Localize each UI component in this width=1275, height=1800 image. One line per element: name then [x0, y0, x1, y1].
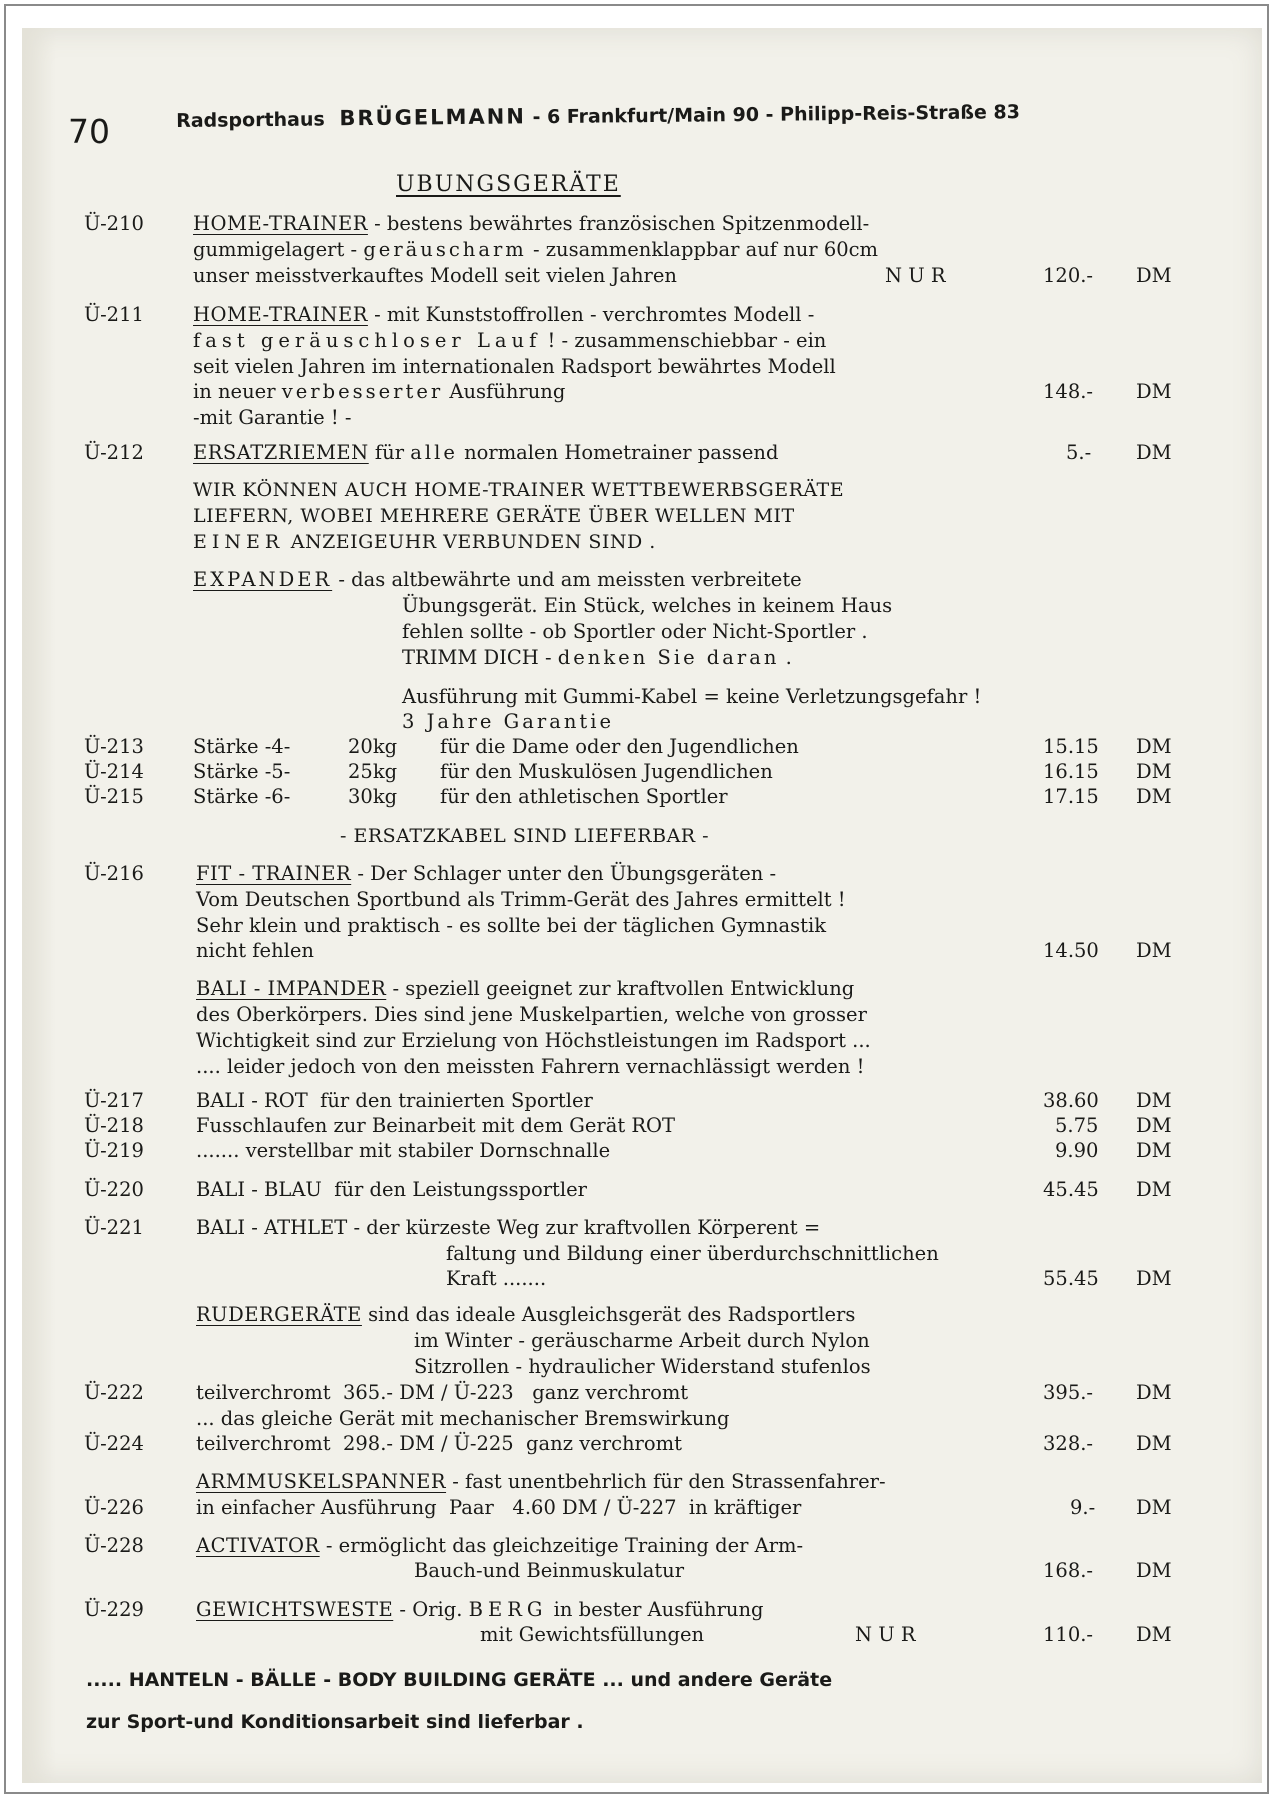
item-line: [196, 1302, 855, 1328]
item-line: fehlen sollte - ob Sportler oder Nicht-Sportler .: [402, 620, 868, 643]
item-price: 328.-: [1043, 1432, 1094, 1455]
item-line: Bauch-und Beinmuskulatur: [414, 1559, 685, 1582]
item-line: [193, 237, 878, 263]
item-text: - das altbewährte und am meissten verbreitete: [332, 568, 802, 591]
item-text-spaced: alle: [410, 441, 458, 464]
item-line: Sehr klein und praktisch - es sollte bei der täglichen Gymnastik: [196, 914, 827, 937]
item-code: Ü-226: [84, 1496, 144, 1519]
currency-label: DM: [1136, 760, 1172, 783]
item-text: Ausführung: [443, 380, 566, 403]
currency-label: DM: [1136, 1381, 1172, 1404]
item-line: BALI - ROT für den trainierten Sportler: [196, 1089, 593, 1112]
item-code: Ü-213: [84, 735, 144, 758]
notice-line: WIR KÖNNEN AUCH HOME-TRAINER WETTBEWERBSGERÄTE: [193, 479, 845, 501]
item-text: - Der Schlager unter den Übungsgeräten -: [351, 862, 777, 885]
item-line: [196, 1533, 803, 1559]
item-name: HOME-TRAINER: [193, 212, 368, 235]
currency-label: DM: [1136, 1178, 1172, 1201]
item-text: - zusammenklappbar auf nur 60cm: [526, 238, 879, 261]
item-text: - fast unentbehrlich für den Strassenfahrer-: [446, 1470, 886, 1493]
item-text: für den athletischen Sportler: [440, 785, 728, 808]
item-weight: 20kg: [348, 735, 398, 758]
item-line: Übungsgerät. Ein Stück, welches in keinem Haus: [402, 594, 893, 617]
item-line: Vom Deutschen Sportbund als Trimm-Gerät des Jahres ermittelt !: [196, 888, 846, 911]
item-line: in einfacher Ausführung Paar 4.60 DM / Ü-227 in kräftiger: [196, 1496, 802, 1519]
item-line: [193, 379, 565, 405]
nur-label: N U R: [885, 264, 946, 287]
item-price: 395.-: [1043, 1381, 1094, 1404]
item-text: gummigelagert -: [193, 238, 364, 261]
header-brand: BRÜGELMANN: [339, 104, 527, 131]
item-code: Ü-228: [84, 1534, 144, 1557]
item-code: Ü-229: [84, 1598, 144, 1621]
item-price: 148.-: [1043, 380, 1094, 403]
item-code: Ü-214: [84, 760, 144, 783]
item-weight: 25kg: [348, 760, 398, 783]
currency-label: DM: [1136, 785, 1172, 808]
item-text: normalen Hometrainer passend: [457, 441, 779, 464]
currency-label: DM: [1136, 1432, 1172, 1455]
item-line: ... das gleiche Gerät mit mechanischer Bremswirkung: [196, 1407, 730, 1430]
item-name: RUDERGERÄTE: [196, 1303, 362, 1326]
item-text: für die Dame oder den Jugendlichen: [440, 735, 799, 758]
item-price: 5.-: [1066, 441, 1092, 464]
header-prefix: Radsporthaus: [176, 108, 325, 132]
currency-label: DM: [1136, 1623, 1172, 1646]
item-text: für den Muskulösen Jugendlichen: [440, 760, 773, 783]
header-address: - 6 Frankfurt/Main 90 - Philipp-Reis-Straße 83: [532, 101, 1021, 129]
item-price: 45.45: [1043, 1178, 1099, 1201]
item-code: Ü-215: [84, 785, 144, 808]
item-line: seit vielen Jahren im internationalen Radsport bewährtes Modell: [193, 355, 836, 378]
item-text-spaced: geräuscharm: [363, 238, 527, 261]
item-grade: Stärke -5-: [193, 760, 291, 783]
item-name: HOME-TRAINER: [193, 303, 368, 326]
item-line: [196, 861, 776, 887]
item-code: Ü-220: [84, 1178, 144, 1201]
item-grade: Stärke -4-: [193, 735, 291, 758]
item-text-spaced: denken Sie daran: [557, 646, 780, 669]
item-code: Ü-222: [84, 1381, 144, 1404]
item-price: 9.90: [1055, 1139, 1099, 1162]
item-line: [196, 1597, 764, 1623]
item-name: BALI - IMPANDER: [196, 977, 387, 1000]
item-line: [193, 567, 802, 593]
currency-label: DM: [1136, 939, 1172, 962]
item-line: [196, 976, 854, 1002]
item-line: Kraft .......: [446, 1267, 547, 1290]
notice-line: - ERSATZKABEL SIND LIEFERBAR -: [340, 825, 710, 847]
item-line: mit Gewichtsfüllungen: [480, 1623, 705, 1646]
item-line: BALI - ATHLET - der kürzeste Weg zur kraftvollen Körperent =: [196, 1216, 821, 1239]
item-line: teilverchromt 365.- DM / Ü-223 ganz verchromt: [196, 1381, 689, 1404]
currency-label: DM: [1136, 264, 1172, 287]
item-line: Sitzrollen - hydraulicher Widerstand stufenlos: [414, 1355, 871, 1378]
item-name: EXPANDER: [193, 568, 333, 591]
item-line: Fusschlaufen zur Beinarbeit mit dem Gerät ROT: [196, 1114, 676, 1137]
page-number: 70: [68, 112, 110, 151]
item-line: des Oberkörpers. Dies sind jene Muskelpartien, welche von grosser: [196, 1003, 867, 1026]
item-line: [193, 302, 814, 328]
item-price: 15.15: [1043, 735, 1099, 758]
item-text: - ermöglicht das gleichzeitige Training der Arm-: [319, 1534, 804, 1557]
item-text-spaced: verbesserter: [281, 380, 444, 403]
item-line: [196, 1469, 886, 1495]
currency-label: DM: [1136, 1267, 1172, 1290]
item-name: FIT - TRAINER: [196, 862, 352, 885]
item-line: BALI - BLAU für den Leistungssportler: [196, 1178, 587, 1201]
item-line: [193, 440, 778, 466]
item-line: unser meisstverkauftes Modell seit vielen Jahren: [193, 264, 677, 287]
item-code: Ü-218: [84, 1114, 144, 1137]
item-name: GEWICHTSWESTE: [196, 1598, 394, 1621]
item-text: - Orig.: [393, 1598, 469, 1621]
item-price: 120.-: [1043, 264, 1094, 287]
item-text: - bestens bewährtes französischen Spitzenmodell-: [367, 212, 870, 235]
item-line: Wichtigkeit sind zur Erzielung von Höchstleistungen im Radsport ...: [196, 1029, 871, 1052]
item-code: Ü-217: [84, 1089, 144, 1112]
notice-line: LIEFERN, WOBEI MEHRERE GERÄTE ÜBER WELLEN MIT: [193, 505, 795, 527]
item-name: ERSATZRIEMEN: [193, 441, 369, 464]
item-text-spaced: EINER: [193, 531, 285, 553]
item-line: [193, 328, 826, 354]
item-price: 9.-: [1070, 1496, 1096, 1519]
item-text-spaced: BERG: [468, 1598, 548, 1621]
item-price: 16.15: [1043, 760, 1099, 783]
item-line: nicht fehlen: [196, 939, 314, 962]
item-code: Ü-210: [84, 212, 144, 235]
currency-label: DM: [1136, 441, 1172, 464]
item-price: 5.75: [1055, 1114, 1099, 1137]
currency-label: DM: [1136, 735, 1172, 758]
item-grade: Stärke -6-: [193, 785, 291, 808]
item-code: Ü-212: [84, 441, 144, 464]
currency-label: DM: [1136, 380, 1172, 403]
item-line: .... leider jedoch von den meissten Fahrern vernachlässigt werden !: [196, 1055, 865, 1078]
item-line: teilverchromt 298.- DM / Ü-225 ganz verchromt: [196, 1432, 682, 1455]
currency-label: DM: [1136, 1114, 1172, 1137]
currency-label: DM: [1136, 1089, 1172, 1112]
item-weight: 30kg: [348, 785, 398, 808]
item-text: - mit Kunststoffrollen - verchromtes Modell -: [367, 303, 815, 326]
item-text: - speziell geeignet zur kraftvollen Entwicklung: [386, 977, 855, 1000]
item-code: Ü-219: [84, 1139, 144, 1162]
section-title: UBUNGSGERÄTE: [396, 172, 621, 197]
notice-line: [193, 529, 656, 555]
nur-label: N U R: [855, 1623, 916, 1646]
item-name: ACTIVATOR: [196, 1534, 320, 1557]
item-text: in bester Ausführung: [547, 1598, 764, 1621]
item-text-spaced: fast geräuschloser Lauf: [193, 329, 542, 352]
item-price: 168.-: [1043, 1559, 1094, 1582]
item-line: [402, 645, 792, 671]
item-price: 110.-: [1043, 1623, 1094, 1646]
item-line: Ausführung mit Gummi-Kabel = keine Verletzungsgefahr !: [402, 685, 982, 708]
item-text: sind das ideale Ausgleichsgerät des Radsportlers: [361, 1303, 856, 1326]
item-text: in neuer: [193, 380, 282, 403]
item-line: [193, 211, 869, 237]
item-text: ! - zusammenschiebbar - ein: [541, 329, 827, 352]
currency-label: DM: [1136, 1496, 1172, 1519]
footer-line: ..... HANTELN - BÄLLE - BODY BUILDING GERÄTE ... und andere Geräte: [86, 1669, 833, 1691]
currency-label: DM: [1136, 1139, 1172, 1162]
item-line: ....... verstellbar mit stabiler Dornschnalle: [196, 1139, 611, 1162]
item-name: ARMMUSKELSPANNER: [196, 1470, 447, 1493]
item-price: 14.50: [1043, 939, 1099, 962]
item-code: Ü-221: [84, 1216, 144, 1239]
item-code: Ü-224: [84, 1432, 144, 1455]
footer-line: zur Sport-und Konditionsarbeit sind lieferbar .: [86, 1711, 584, 1733]
item-line: 3 Jahre Garantie: [402, 710, 614, 733]
item-price: 17.15: [1043, 785, 1099, 808]
item-text: für: [368, 441, 411, 464]
item-price: 55.45: [1043, 1267, 1099, 1290]
item-price: 38.60: [1043, 1089, 1099, 1112]
currency-label: DM: [1136, 1559, 1172, 1582]
item-line: faltung und Bildung einer überdurchschnittlichen: [446, 1242, 939, 1265]
item-code: Ü-211: [84, 303, 144, 326]
item-text: TRIMM DICH -: [402, 646, 558, 669]
item-text: ANZEIGEUHR VERBUNDEN SIND .: [284, 531, 656, 553]
item-text: .: [779, 646, 792, 669]
item-line: -mit Garantie ! -: [193, 406, 352, 429]
item-code: Ü-216: [84, 862, 144, 885]
item-line: im Winter - geräuscharme Arbeit durch Nylon: [414, 1329, 870, 1352]
